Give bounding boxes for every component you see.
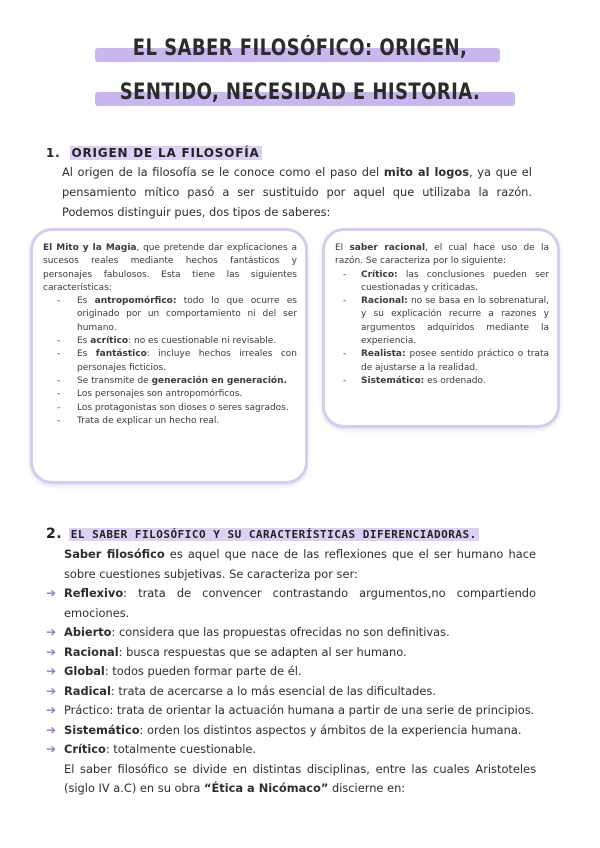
list-item: ➔ Racional: busca respuestas que se adapten al ser humano. (46, 643, 536, 663)
section-1-intro (62, 162, 532, 222)
saber-racional-box (322, 228, 560, 428)
list-item: - Racional: no se basa en lo sobrenatural, y su explicación recurre a razones y argumentos adquiridos mediante la experiencia. (335, 295, 549, 348)
razon-lead: El saber racional, el cual hace uso de la razón. Se caracteriza por lo siguiente: (335, 243, 549, 267)
list-item: ➔ Global: todos pueden formar parte de él. (46, 662, 536, 682)
list-item: ➔ Práctico: trata de orientar la actuación humana a partir de una serie de principios. (46, 701, 536, 721)
mito-box (30, 228, 308, 484)
arrow-right-icon: ➔ (46, 625, 57, 639)
section-2-body (46, 545, 536, 799)
list-item: - Trata de explicar un hecho real. (43, 415, 297, 428)
list-item: ➔ Abierto: considera que las propuestas ofrecidas no son definitivas. (46, 623, 536, 643)
intro-term: Saber filosófico (64, 547, 165, 561)
list-item: - Es fantástico: incluye hechos irreales con personajes ficticios. (43, 348, 297, 375)
section-2-heading (46, 526, 479, 542)
mito-lead (43, 242, 297, 295)
list-item: ➔ Crítico: totalmente cuestionable. (46, 740, 536, 760)
mito-lead-bold: El Mito y la Magia (43, 243, 137, 253)
title-line-2: SENTIDO, NECESIDAD E HISTORIA. (119, 80, 481, 105)
arrow-right-icon: ➔ (46, 722, 57, 737)
arrow-right-icon: ➔ (46, 664, 57, 678)
list-item: - Sistemático: es ordenado. (335, 375, 549, 388)
razon-box-content (335, 242, 549, 388)
list-item: - Es antropomórfico: todo lo que ocurre es originado por un comportamiento ni del ser humano. (43, 295, 297, 335)
arrow-right-icon: ➔ (46, 586, 57, 600)
list-item: - Realista: posee sentido práctico o trata de ajustarse a la realidad. (335, 348, 549, 375)
list-item: - Se transmite de generación en generación. (43, 375, 297, 388)
intro-desc: es aquel que nace de las reflexiones que el ser humano hace sobre cuestiones subjetivas. Se caracteriza por ser: (64, 547, 536, 581)
list-item: - Crítico: las conclusiones pueden ser cuestionadas y criticadas. (335, 269, 549, 296)
list-item: ➔ Reflexivo: trata de convencer contrastando argumentos,no compartiendo emociones. (46, 586, 536, 620)
section-1-title: ORIGEN DE LA FILOSOFÍA (71, 146, 260, 160)
list-item: - Los protagonistas son dioses o seres sagrados. (43, 402, 297, 415)
razon-list (335, 269, 549, 389)
mito-box-content (43, 242, 297, 428)
list-item: - Los personajes son antropomórficos. (43, 388, 297, 401)
title-line-1: EL SABER FILOSÓFICO: ORIGEN, (132, 36, 468, 61)
intro-text-a: Al origen de la filosofía se le conoce como el paso del (62, 165, 384, 179)
list-item: ➔ Sistemático: orden los distintos aspectos y ámbitos de la experiencia humana. (46, 721, 536, 741)
book-title: “Ética a Nicómaco” (204, 781, 329, 795)
arrow-right-icon: ➔ (46, 703, 57, 717)
section-1-number: 1. (46, 146, 61, 160)
arrow-right-icon: ➔ (46, 644, 57, 659)
arrow-right-icon: ➔ (46, 683, 57, 698)
mito-list (43, 295, 297, 428)
section-2-intro (46, 545, 536, 584)
section-2-number: 2. (46, 526, 63, 542)
razon-lead-text: , el cual hace uso de la razón. Se caracteriza por lo siguiente: (335, 243, 549, 267)
arrow-right-icon: ➔ (46, 742, 57, 756)
document-title (0, 30, 600, 120)
section-2-closing: El saber filosófico se divide en distintas disciplinas, entre las cuales Aristoteles (siglo IV a.C) en su obra “Ética a Nicómaco” discierne en: (64, 761, 536, 795)
intro-bold: mito al logos (383, 165, 469, 179)
list-item: ➔ Radical: trata de acercarse a lo más esencial de las dificultades. (46, 682, 536, 702)
section-2-title: EL SABER FILOSÓFICO Y SU CARACTERÍSTICAS DIFERENCIADORAS. (70, 528, 477, 541)
intro-text-b: , ya que el pensamiento mítico pasó a ser sustituido por aquel que utilizaba la razón. Podemos distinguir pues, dos tipos de saberes: (62, 165, 532, 219)
razon-lead-bold: saber racional (349, 243, 426, 253)
section-1-heading (46, 146, 262, 160)
mito-lead-text: , que pretende dar explicaciones a sucesos reales mediante hechos fantásticos y personajes fabulosos. Esta tiene las siguientes características: (43, 243, 297, 293)
list-item: - Es acrítico: no es cuestionable ni revisable. (43, 335, 297, 348)
